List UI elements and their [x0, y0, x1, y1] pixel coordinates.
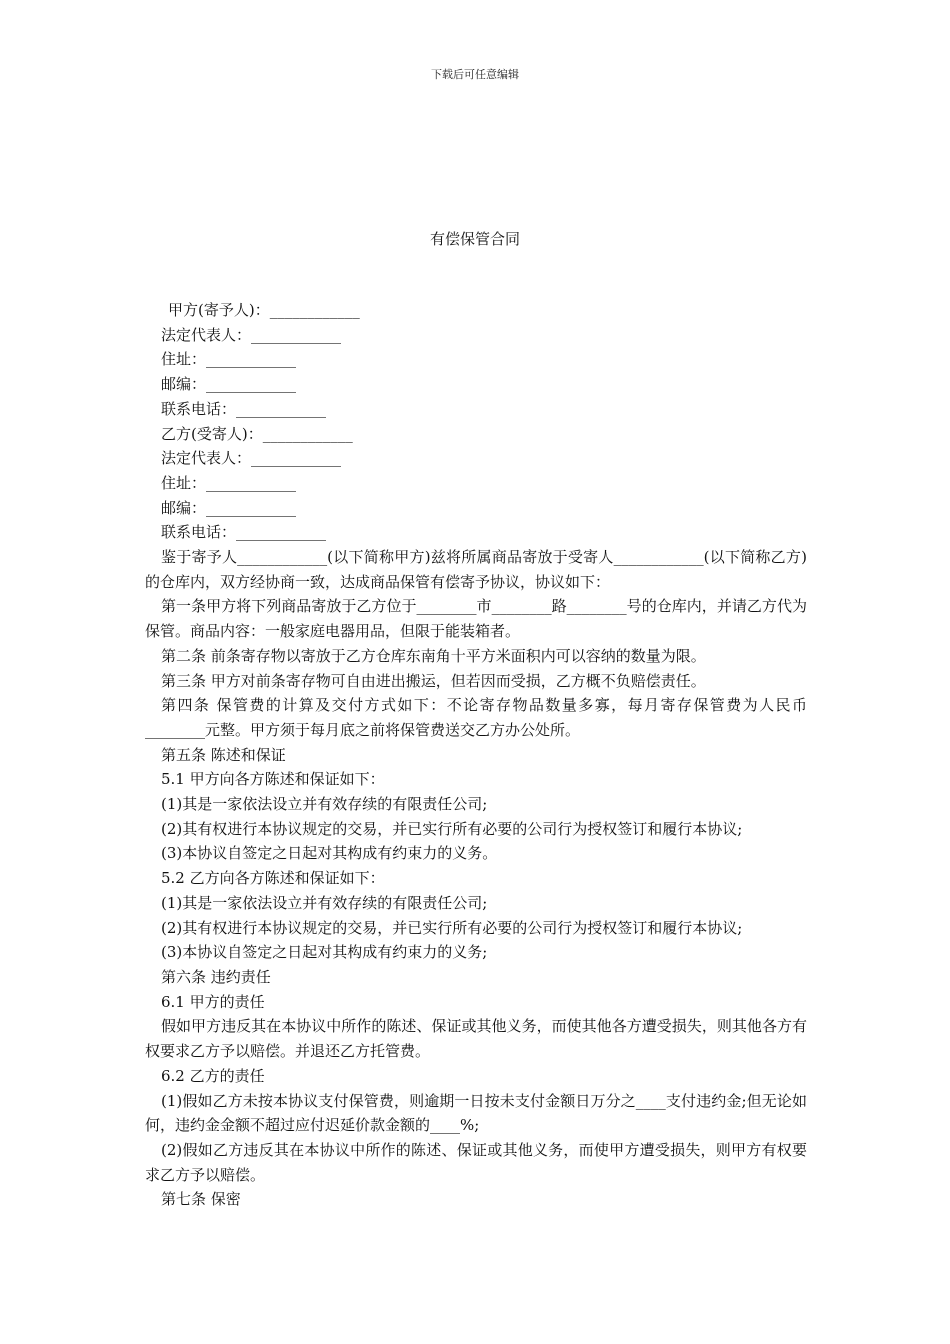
section-5-2-item-3: (3)本协议自签定之日起对其构成有约束力的义务;	[161, 943, 488, 962]
section-5-2-item-2: (2)其有权进行本协议规定的交易，并已实行所有必要的公司行为授权签订和履行本协议;	[161, 918, 743, 937]
party-b-address-field: 住址：____________	[161, 473, 297, 492]
section-5-1-item-3: (3)本协议自签定之日起对其构成有约束力的义务。	[161, 844, 498, 863]
article-7-heading: 第七条 保密	[161, 1190, 241, 1209]
section-5-1-item-2: (2)其有权进行本协议规定的交易，并已实行所有必要的公司行为授权签订和履行本协议;	[161, 819, 743, 838]
party-a-postcode-field: 邮编：____________	[161, 375, 297, 394]
section-5-2-heading: 5.2 乙方向各方陈述和保证如下：	[161, 869, 385, 888]
section-5-1-item-1: (1)其是一家依法设立并有效存续的有限责任公司;	[161, 795, 488, 814]
party-b-postcode-field: 邮编：____________	[161, 498, 297, 517]
article-4: 第四条 保管费的计算及交付方式如下：不论寄存物品数量多寡，每月寄存保管费为人民币________元整。甲方须于每月底之前将保管费送交乙方办公处所。	[145, 696, 807, 739]
article-5-heading: 第五条 陈述和保证	[161, 745, 286, 764]
article-6-heading: 第六条 违约责任	[161, 967, 271, 986]
contract-body	[145, 298, 807, 1212]
party-info-block	[145, 298, 807, 545]
section-6-2-item-1: (1)假如乙方未按本协议支付保管费，则逾期一日按未支付金额日万分之____支付违约金;但无论如何，违约金金额不超过应付迟延价款金额的____%;	[145, 1091, 807, 1135]
article-1: 第一条甲方将下列商品寄放于乙方位于________市________路________号的仓库内，并请乙方代为保管。商品内容：一般家庭电器用品，但限于能装箱者。	[145, 597, 807, 641]
section-6-2-item-2: (2)假如乙方违反其在本协议中所作的陈述、保证或其他义务，而使甲方遭受损失，则甲方有权要求乙方予以赔偿。	[145, 1140, 807, 1184]
party-b-representative-field: 法定代表人：____________	[161, 449, 342, 468]
party-a-phone-field: 联系电话：____________	[161, 399, 327, 418]
preamble-paragraph: 鉴于寄予人____________(以下简称甲方)兹将所属商品寄放于受寄人____________(以下简称乙方)的仓库内，双方经协商一致，达成商品保管有偿寄予协议，协议如下：	[145, 548, 807, 591]
article-2: 第二条 前条寄存物以寄放于乙方仓库东南角十平方米面积内可以容纳的数量为限。	[161, 646, 706, 665]
party-a-name-field: 甲方(寄予人)：____________	[168, 301, 360, 319]
section-6-2-heading: 6.2 乙方的责任	[161, 1066, 265, 1085]
section-6-1-heading: 6.1 甲方的责任	[161, 992, 265, 1011]
section-5-1-heading: 5.1 甲方向各方陈述和保证如下：	[161, 770, 385, 789]
party-a-address-field: 住址：____________	[161, 350, 297, 369]
header-note: 下载后可任意编辑	[431, 68, 519, 81]
section-6-1-text: 假如甲方违反其在本协议中所作的陈述、保证或其他义务，而使其他各方遭受损失，则其他各方有权要求乙方予以赔偿。并退还乙方托管费。	[145, 1017, 807, 1061]
document-title: 有偿保管合同	[429, 230, 520, 248]
article-3: 第三条 甲方对前条寄存物可自由进出搬运，但若因而受损，乙方概不负赔偿责任。	[161, 671, 706, 690]
party-b-phone-field: 联系电话：____________	[161, 523, 327, 542]
party-a-representative-field: 法定代表人：____________	[161, 325, 342, 344]
section-5-2-item-1: (1)其是一家依法设立并有效存续的有限责任公司;	[161, 893, 488, 912]
party-b-name-field: 乙方(受寄人)：____________	[161, 424, 353, 443]
